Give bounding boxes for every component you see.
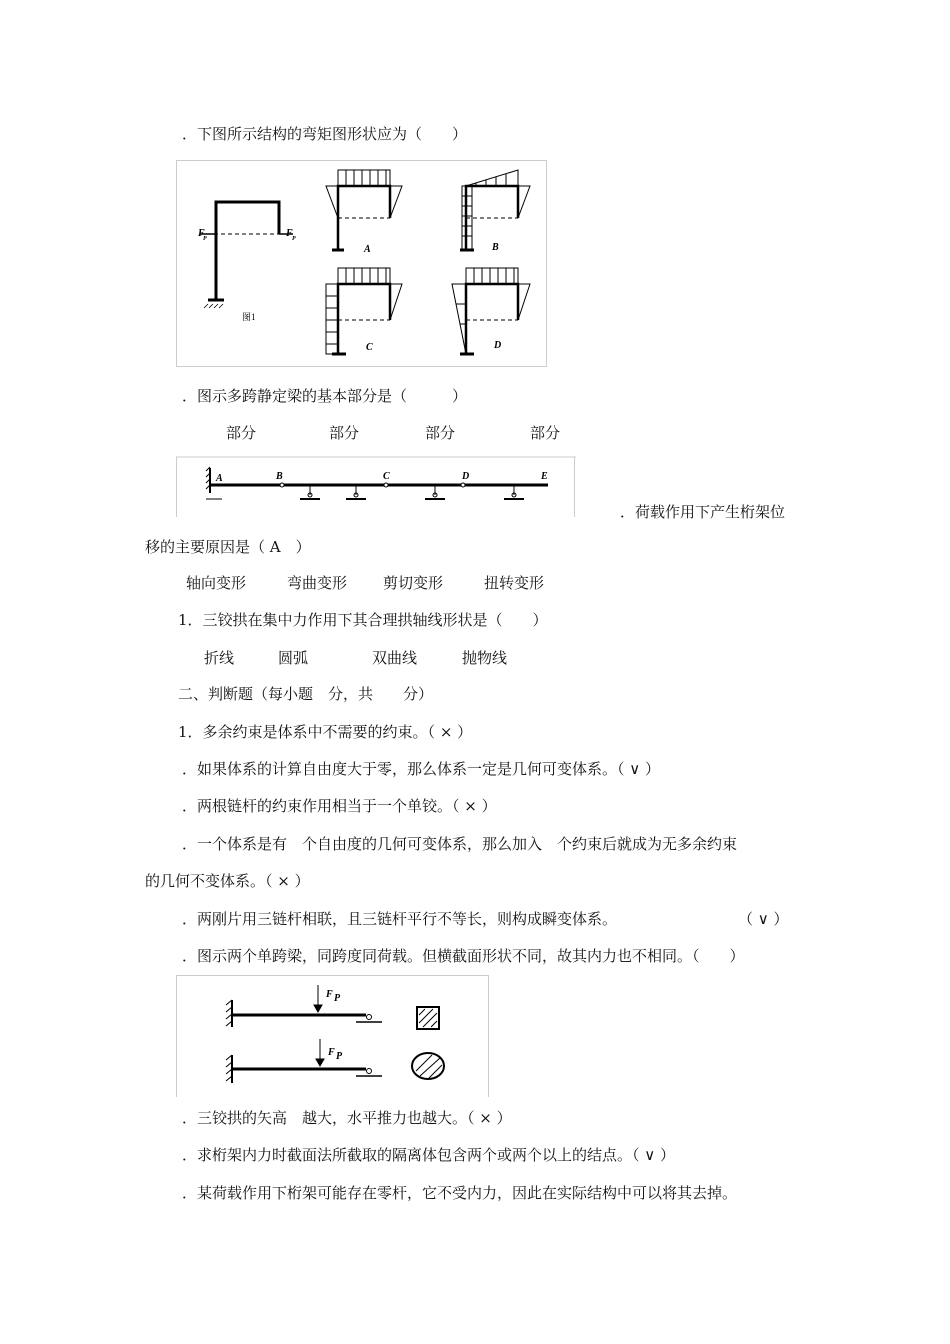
q2-option-b: 部分 bbox=[329, 424, 360, 442]
j6-beams-svg bbox=[176, 975, 490, 1097]
beam-2-load-sub: P bbox=[336, 1051, 343, 1062]
figure-1-caption: 图1 bbox=[242, 312, 256, 322]
judge-7: ．三铰拱的矢高 越大，水平推力也越大。（ × ） bbox=[182, 1109, 512, 1127]
judge-2: ．如果体系的计算自由度大于零，那么体系一定是几何可变体系。（ ∨ ） bbox=[182, 760, 661, 778]
judge-9: ．某荷载作用下桁架可能存在零杆，它不受内力，因此在实际结构中可以将其去掉。 bbox=[182, 1184, 738, 1202]
multispan-beam bbox=[206, 467, 548, 499]
question-3-stem-part1: ．荷载作用下产生桁架位 bbox=[620, 503, 786, 521]
question-1-stem: ．下图所示结构的弯矩图形状应为（ ） bbox=[182, 125, 468, 143]
q3-option-b: 弯曲变形 bbox=[287, 574, 348, 592]
point-a-label: A bbox=[216, 473, 223, 484]
figure-1-frame bbox=[200, 202, 293, 308]
q3-option-c: 剪切变形 bbox=[383, 574, 444, 592]
support-3 bbox=[425, 485, 445, 499]
option-a-label: A bbox=[364, 244, 371, 255]
judge-5: ．两刚片用三链杆相联，且三链杆平行不等长，则构成瞬变体系。 bbox=[182, 910, 618, 928]
section-2-heading: 二、判断题（每小题 分，共 分） bbox=[178, 685, 434, 703]
point-d-label: D bbox=[462, 471, 470, 482]
q2-beam-figure bbox=[176, 455, 576, 517]
option-d-label: D bbox=[494, 340, 502, 351]
question-2-stem: ．图示多跨静定梁的基本部分是（ ） bbox=[182, 387, 468, 405]
q2-option-d: 部分 bbox=[530, 424, 561, 442]
q1-figure bbox=[176, 160, 548, 368]
judge-4-line2: 的几何不变体系。（ × ） bbox=[145, 872, 310, 890]
support-2 bbox=[346, 485, 366, 499]
j6-beams-figure bbox=[176, 975, 490, 1097]
q2-beam-svg bbox=[176, 455, 576, 517]
load-right-label: F bbox=[286, 228, 293, 239]
q3-option-d: 扭转变形 bbox=[484, 574, 545, 592]
point-c-label: C bbox=[383, 471, 390, 482]
question-3-stem-part2: 移的主要原因是（ A ） bbox=[145, 538, 311, 556]
q2-option-c: 部分 bbox=[425, 424, 456, 442]
judge-8: ．求桁架内力时截面法所截取的隔离体包含两个或两个以上的结点。（ ∨ ） bbox=[182, 1146, 676, 1164]
beam-1-load-sub: P bbox=[334, 993, 341, 1004]
q4-option-b: 圆弧 bbox=[278, 649, 309, 667]
q2-option-a: 部分 bbox=[226, 424, 257, 442]
question-4-stem: 1．三铰拱在集中力作用下其合理拱轴线形状是（ ） bbox=[178, 611, 548, 629]
point-e-label: E bbox=[541, 471, 548, 482]
judge-6: ．图示两个单跨梁，同跨度同荷载。但横截面形状不同，故其内力也不相同。（ ） bbox=[182, 947, 745, 965]
q3-option-a: 轴向变形 bbox=[186, 574, 247, 592]
q4-option-a: 折线 bbox=[204, 649, 235, 667]
judge-4-line1: ．一个体系是有 个自由度的几何可变体系，那么加入 个约束后就成为无多余约束 bbox=[182, 835, 738, 853]
point-b-label: B bbox=[276, 471, 283, 482]
load-left-label: F bbox=[198, 228, 205, 239]
support-4 bbox=[504, 485, 524, 499]
option-b-diagram bbox=[460, 170, 530, 250]
judge-5-answer: （ ∨ ） bbox=[738, 910, 789, 928]
beam-1-load-label: F bbox=[326, 989, 333, 1000]
option-a-diagram bbox=[326, 170, 402, 250]
option-d-diagram bbox=[452, 268, 530, 354]
support-1 bbox=[300, 485, 320, 499]
judge-1: 1．多余约束是体系中不需要的约束。（ × ） bbox=[178, 723, 473, 741]
load-left-sub: P bbox=[203, 236, 207, 242]
q4-option-c: 双曲线 bbox=[372, 649, 418, 667]
judge-3: ．两根链杆的约束作用相当于一个单铰。（ × ） bbox=[182, 797, 497, 815]
figure-border bbox=[177, 161, 547, 367]
load-right-sub: P bbox=[292, 236, 296, 242]
option-c-diagram bbox=[326, 268, 402, 354]
option-b-label: B bbox=[492, 242, 499, 253]
beam-2 bbox=[226, 1039, 444, 1083]
option-c-label: C bbox=[366, 342, 373, 353]
beam-2-load-label: F bbox=[328, 1047, 335, 1058]
q4-option-d: 抛物线 bbox=[462, 649, 508, 667]
q1-figure-svg bbox=[176, 160, 548, 368]
